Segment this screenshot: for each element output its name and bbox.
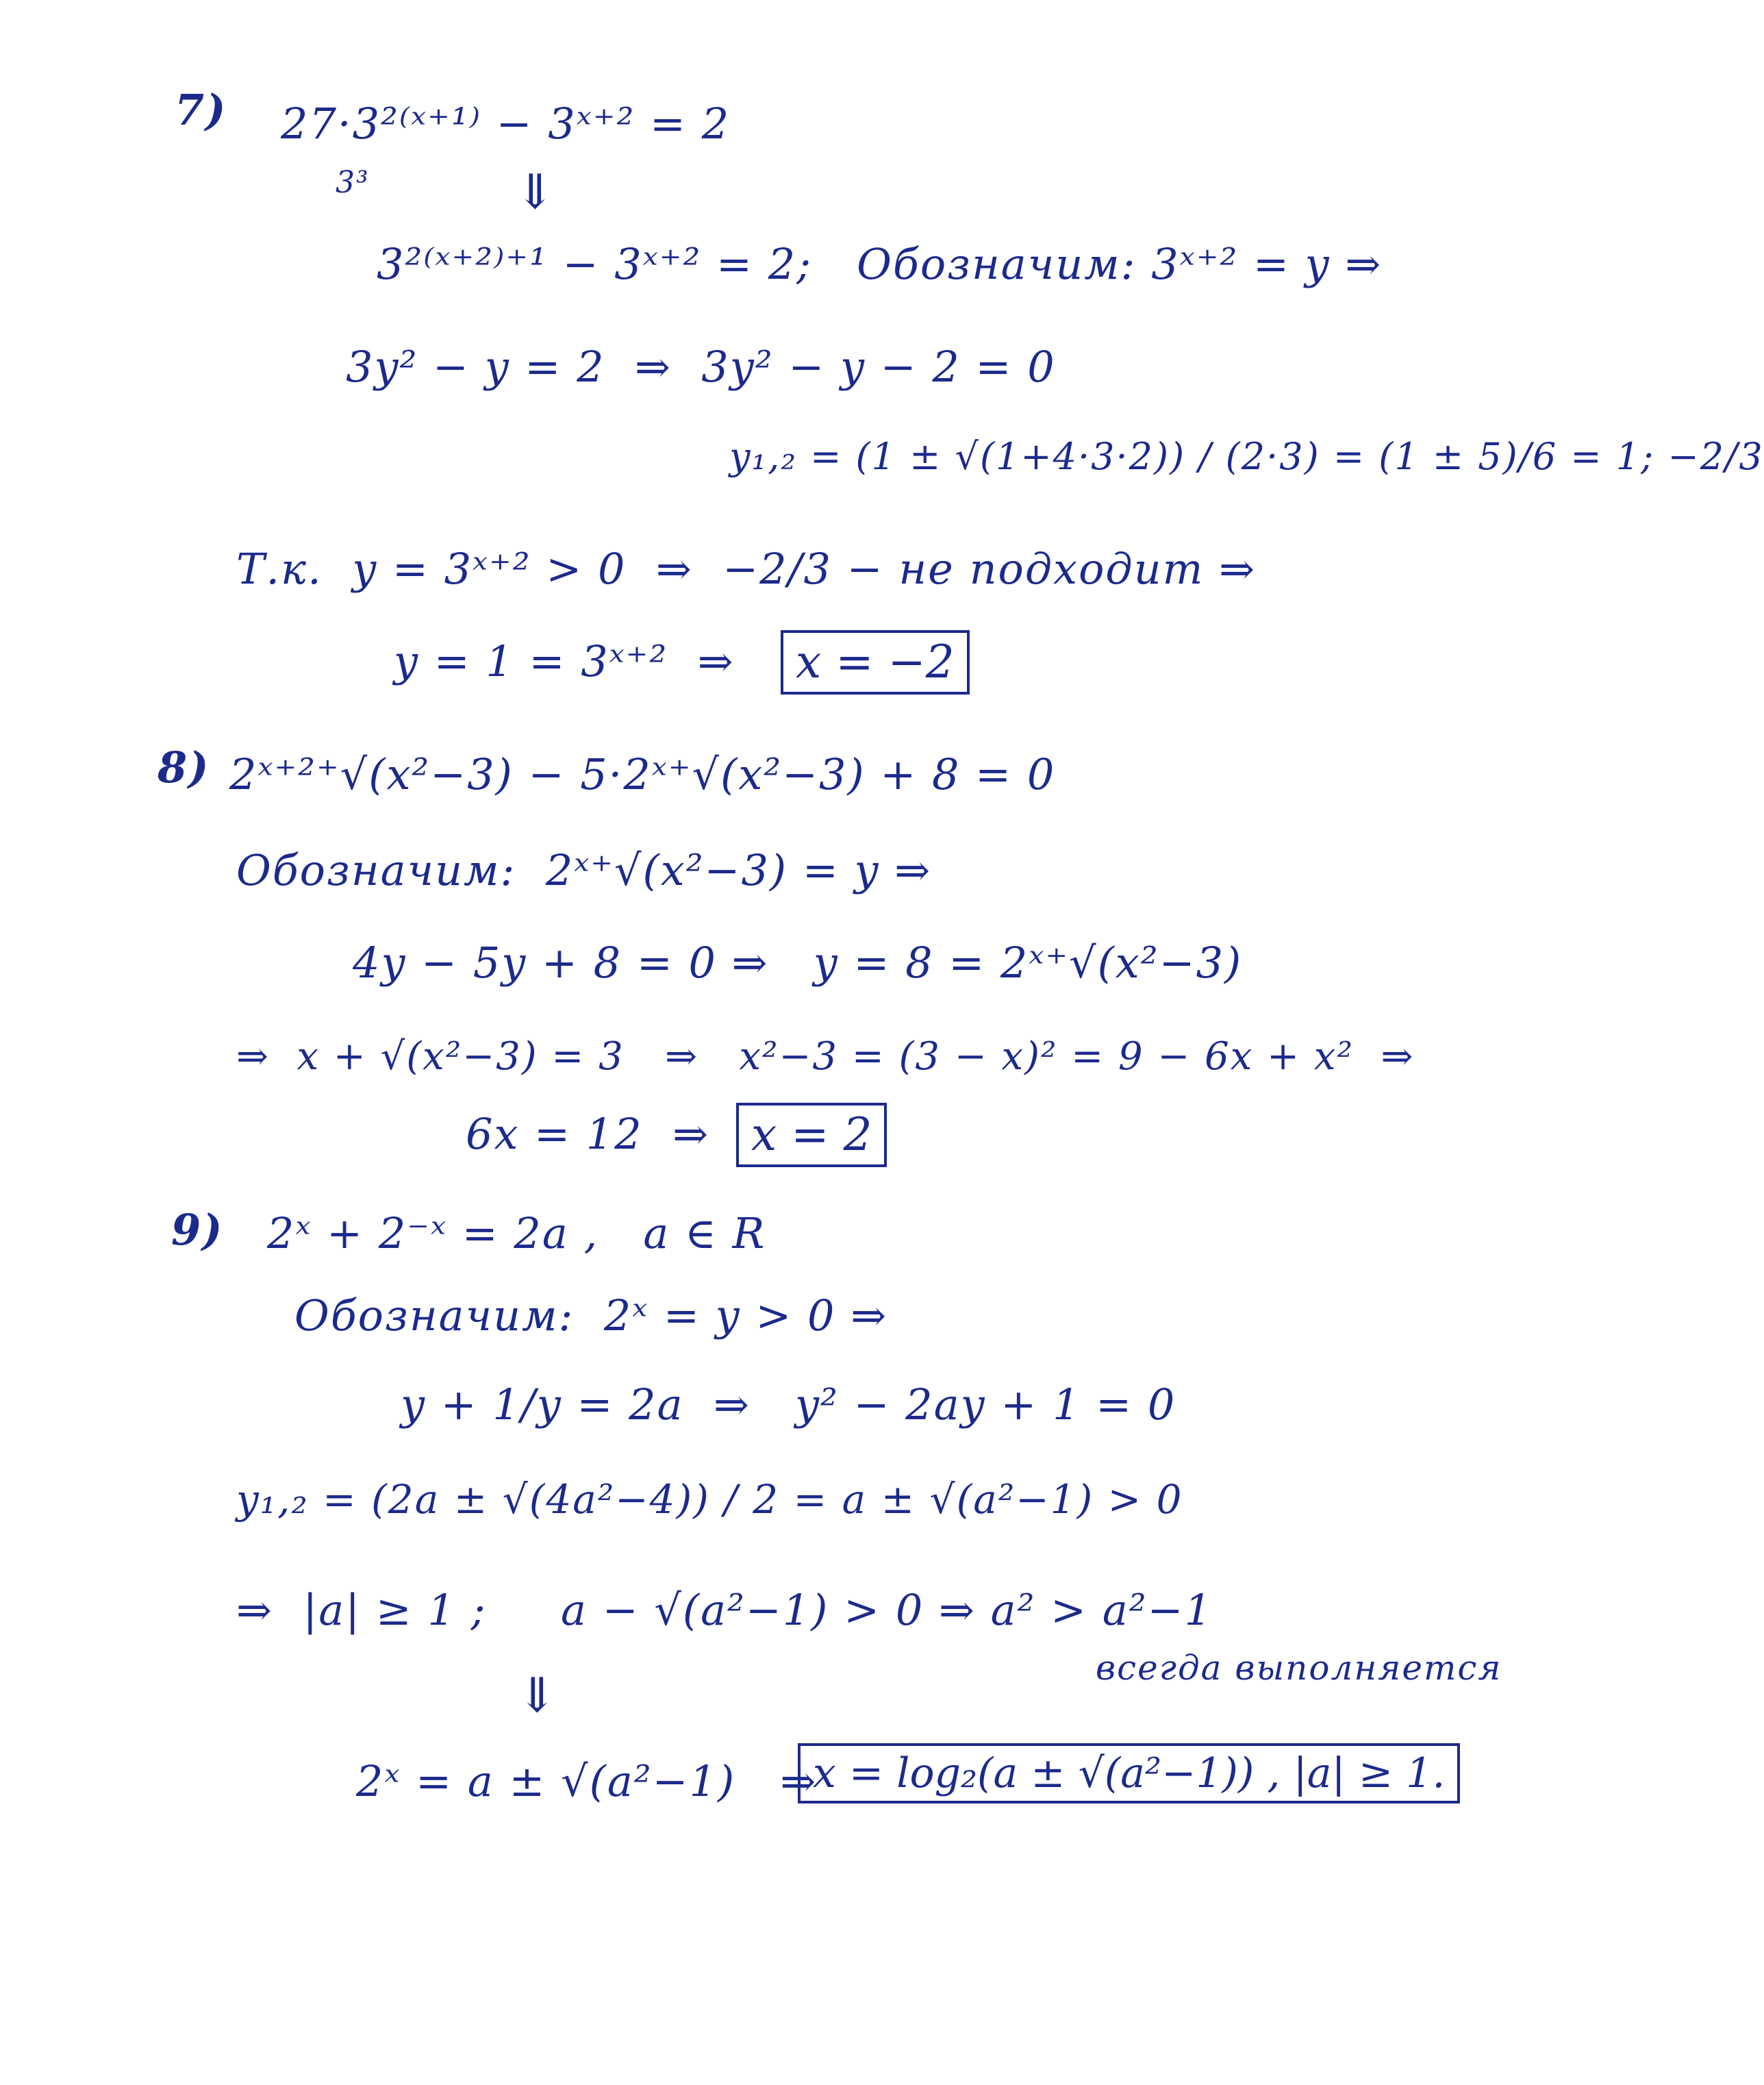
problem7-equation: 27·3²⁽ˣ⁺¹⁾ − 3ˣ⁺² = 2 [281, 99, 731, 149]
problem7-base-note: 3³ [336, 165, 370, 200]
problem7-line3: 3y² − y = 2 ⇒ 3y² − y − 2 = 0 [346, 342, 1056, 392]
problem7-line4: y₁,₂ = (1 ± √(1+4·3·2)) / (2·3) = (1 ± 5)/6 = 1; −2/3 [729, 435, 1764, 478]
problem8-line5: 6x = 12 ⇒ [466, 1109, 710, 1159]
problem7-implies-arrow: ⇓ [515, 164, 555, 220]
problem8-equation: 2ˣ⁺²⁺√(x²−3) − 5·2ˣ⁺√(x²−3) + 8 = 0 [229, 749, 1056, 799]
problem9-line2: Обозначим: 2ˣ = y > 0 ⇒ [294, 1290, 888, 1340]
problem8-line3: 4y − 5y + 8 = 0 ⇒ y = 8 = 2ˣ⁺√(x²−3) [353, 938, 1243, 988]
problem7-number: 7) [175, 85, 227, 135]
problem9-answer-box: x = log₂(a ± √(a²−1)) , |a| ≥ 1. [798, 1743, 1460, 1803]
problem7-line2: 3²⁽ˣ⁺²⁾⁺¹ − 3ˣ⁺² = 2; Обозначим: 3ˣ⁺² = y ⇒ [377, 239, 1383, 289]
problem9-line3: y + 1/y = 2a ⇒ y² − 2ay + 1 = 0 [401, 1379, 1176, 1429]
problem9-equation: 2ˣ + 2⁻ˣ = 2a , a ∈ R [267, 1208, 766, 1258]
problem9-line5: ⇒ |a| ≥ 1 ; a − √(a²−1) > 0 ⇒ a² > a²−1 [236, 1585, 1213, 1635]
problem7-line6: y = 1 = 3ˣ⁺² ⇒ [394, 636, 735, 686]
problem9-line7: 2ˣ = a ± √(a²−1) ⇒ [356, 1756, 818, 1806]
problem8-line4: ⇒ x + √(x²−3) = 3 ⇒ x²−3 = (3 − x)² = 9 − 6x + x² ⇒ [236, 1034, 1415, 1079]
problem8-line2: Обозначим: 2ˣ⁺√(x²−3) = y ⇒ [236, 845, 932, 895]
problem9-implies-arrow: ⇓ [517, 1667, 557, 1723]
problem9-number: 9) [171, 1205, 224, 1255]
problem9-note: всегда выполняется [1096, 1648, 1502, 1688]
problem8-number: 8) [158, 742, 210, 792]
problem8-answer-box: x = 2 [736, 1103, 887, 1167]
problem7-answer-box: x = −2 [781, 630, 970, 695]
problem7-line5: Т.к. y = 3ˣ⁺² > 0 ⇒ −2/3 − не подходит ⇒ [236, 544, 1257, 594]
problem9-line4: y₁,₂ = (2a ± √(4a²−4)) / 2 = a ± √(a²−1) > 0 [236, 1476, 1183, 1523]
